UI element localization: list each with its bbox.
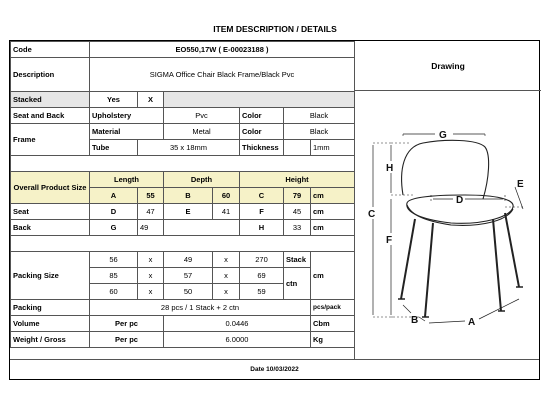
spec-sheet: [9, 40, 540, 380]
dim-c-letter: C: [240, 188, 284, 204]
weight-per: Per pc: [90, 332, 164, 348]
seat-label: Seat: [11, 204, 90, 220]
back-label: Back: [11, 220, 90, 236]
pack-r2-x1: x: [138, 268, 164, 284]
pack-r3-dim2: 50: [164, 284, 213, 300]
dim-e-line: [515, 187, 523, 209]
overall-unit: cm: [311, 188, 355, 204]
thickness-label: Thickness: [240, 140, 284, 156]
pack-r1-x1: x: [138, 252, 164, 268]
chair-drawing: [355, 91, 541, 360]
pack-r1-dim1: 56: [90, 252, 138, 268]
volume-per: Per pc: [90, 316, 164, 332]
frame-label: Frame: [11, 124, 90, 156]
code-value: EO550,17W ( E-00023188 ): [90, 42, 355, 58]
thickness-value: 1mm: [311, 140, 355, 156]
dim-g-value: 49: [138, 220, 164, 236]
overall-size-label: Overall Product Size: [11, 172, 90, 204]
spec-table: [10, 41, 355, 348]
volume-value: 0.0446: [164, 316, 311, 332]
packing-value: 28 pcs / 1 Stack + 2 ctn: [90, 300, 311, 316]
back-unit: cm: [311, 220, 355, 236]
weight-label: Weight / Gross: [11, 332, 90, 348]
pack-ctn-label: ctn: [284, 268, 311, 300]
chair-leg-back-right: [493, 219, 501, 311]
seat-color-value: Black: [284, 108, 355, 124]
tube-value: 35 x 18mm: [138, 140, 240, 156]
packing-label: Packing: [11, 300, 90, 316]
frame-color-value: Black: [284, 124, 355, 140]
dim-h-value: 33: [284, 220, 311, 236]
drawing-label-d: D: [456, 195, 464, 206]
packing-size-label: Packing Size: [11, 252, 90, 300]
spacer: [11, 156, 355, 172]
drawing-label-b: B: [411, 315, 419, 326]
drawing-label-c: C: [368, 209, 376, 220]
pack-size-unit: cm: [311, 252, 355, 300]
tube-label: Tube: [90, 140, 138, 156]
pack-r3-x2: x: [213, 284, 240, 300]
weight-unit: Kg: [311, 332, 355, 348]
description-label: Description: [11, 58, 90, 92]
dim-a-value: 55: [138, 188, 164, 204]
chair-seat-edge: [407, 205, 513, 225]
pack-r3-x1: x: [138, 284, 164, 300]
dim-a-letter: A: [90, 188, 138, 204]
pack-stack-label: Stack: [284, 252, 311, 268]
dim-e-letter: E: [164, 204, 213, 220]
thickness-empty: [284, 140, 311, 156]
stacked-yes: Yes: [90, 92, 138, 108]
drawing-label-a: A: [468, 317, 476, 328]
drawing-label-f: F: [386, 235, 393, 246]
pack-r2-x2: x: [213, 268, 240, 284]
length-header: Length: [90, 172, 164, 188]
document-title: ITEM DESCRIPTION / DETAILS: [213, 24, 337, 34]
volume-label: Volume: [11, 316, 90, 332]
seat-back-label: Seat and Back: [11, 108, 90, 124]
dim-f-value: 45: [284, 204, 311, 220]
drawing-label-e: E: [517, 179, 524, 190]
chair-leg-front-left: [401, 219, 415, 299]
chair-glides: [398, 287, 523, 317]
dim-e-value: 41: [213, 204, 240, 220]
drawing-label-g: G: [439, 130, 447, 141]
code-label: Code: [11, 42, 90, 58]
dim-f-letter: F: [240, 204, 284, 220]
depth-header: Depth: [164, 172, 240, 188]
date-footer: Date 10/03/2022: [10, 359, 539, 379]
drawing-label-h: H: [386, 163, 394, 174]
material-label: Material: [90, 124, 164, 140]
dim-c-value: 79: [284, 188, 311, 204]
dim-b-value: 60: [213, 188, 240, 204]
pack-r2-dim2: 57: [164, 268, 213, 284]
description-value: SIGMA Office Chair Black Frame/Black Pvc: [90, 58, 355, 92]
pack-r3-dim3: 59: [240, 284, 284, 300]
dim-d-letter: D: [90, 204, 138, 220]
height-header: Height: [240, 172, 355, 188]
pack-r1-dim3: 270: [240, 252, 284, 268]
upholstery-value: Pvc: [164, 108, 240, 124]
spacer: [11, 236, 355, 252]
seat-color-label: Color: [240, 108, 284, 124]
chair-leg-front-right: [425, 223, 433, 317]
chair-leg-back-left: [505, 213, 519, 287]
pack-r2-dim1: 85: [90, 268, 138, 284]
seat-unit: cm: [311, 204, 355, 220]
upholstery-label: Upholstery: [90, 108, 164, 124]
back-empty: [164, 220, 240, 236]
pack-r3-dim1: 60: [90, 284, 138, 300]
packing-unit: pcs/pack: [311, 300, 355, 316]
drawing-area: [354, 91, 541, 360]
weight-value: 6.0000: [164, 332, 311, 348]
volume-unit: Cbm: [311, 316, 355, 332]
dim-d-value: 47: [138, 204, 164, 220]
pack-r1-x2: x: [213, 252, 240, 268]
stacked-empty: [164, 92, 355, 108]
frame-color-label: Color: [240, 124, 284, 140]
chair-backrest: [402, 140, 489, 199]
stacked-mark: X: [138, 92, 164, 108]
dim-h-letter: H: [240, 220, 284, 236]
dim-g-letter: G: [90, 220, 138, 236]
pack-r2-dim3: 69: [240, 268, 284, 284]
material-value: Metal: [164, 124, 240, 140]
stacked-label: Stacked: [11, 92, 90, 108]
dim-b-letter: B: [164, 188, 213, 204]
pack-r1-dim2: 49: [164, 252, 213, 268]
drawing-header: Drawing: [354, 41, 541, 91]
